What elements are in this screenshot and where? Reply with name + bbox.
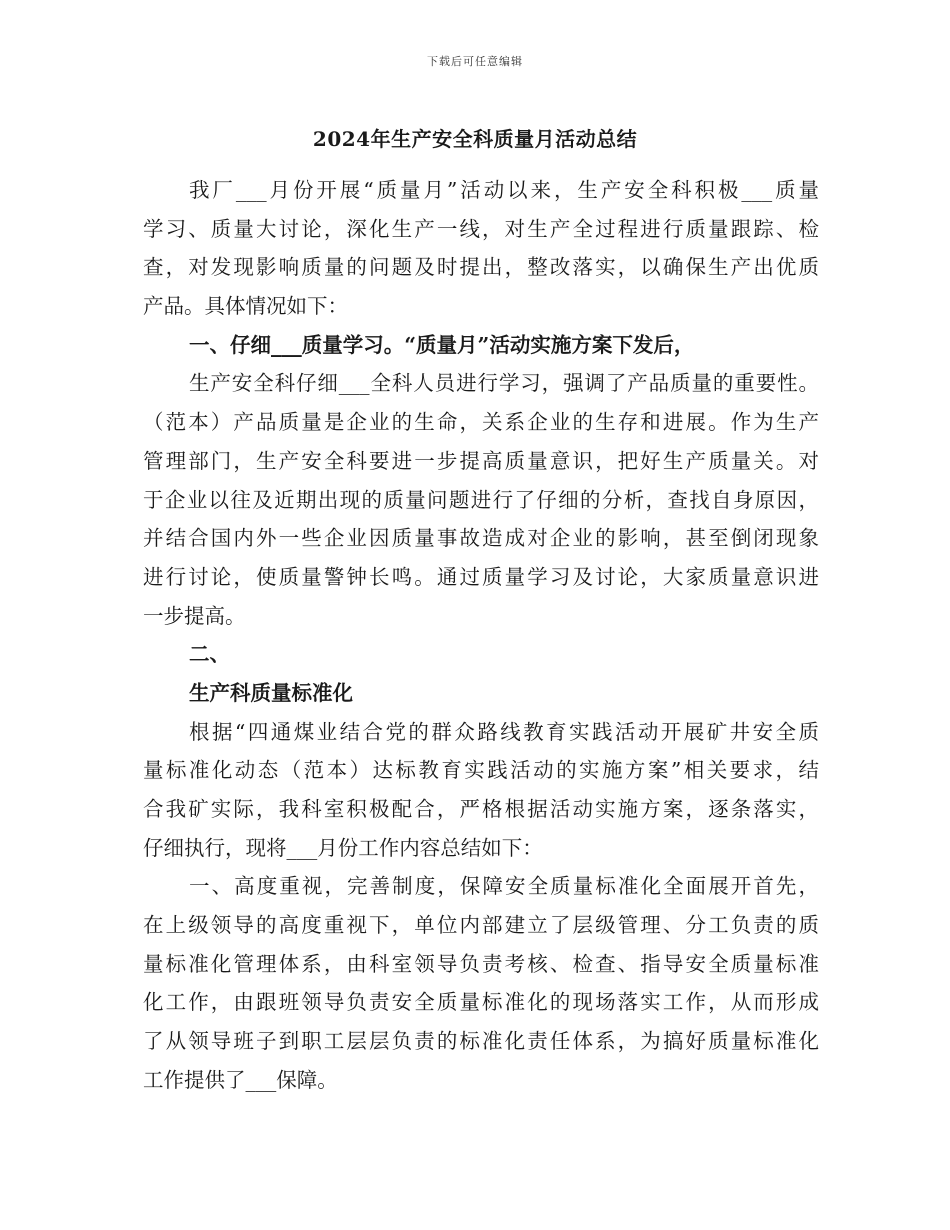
paragraph-line: 生产安全科仔细___全科人员进行学习，强调了产品质量的重要性。	[189, 371, 819, 396]
document-title: 2024年生产安全科质量月活动总结	[312, 127, 638, 151]
section-heading-2: 生产科质量标准化	[189, 680, 353, 705]
document-body	[143, 171, 819, 1100]
paragraph-line: 量标准化动态（范本）达标教育实践活动的实施方案”相关要求，结	[143, 758, 819, 783]
paragraph-line: 查，对发现影响质量的问题及时提出，整改落实，以确保生产出优质	[143, 255, 819, 280]
paragraph-line: （范本）产品质量是企业的生命，关系企业的生存和进展。作为生产	[143, 410, 819, 435]
paragraph-line: 一步提高。	[143, 603, 246, 628]
paragraph-line: 我厂___月份开展“质量月”活动以来，生产安全科积极___质量	[189, 178, 819, 202]
paragraph-line: 一、高度重视，完善制度，保障安全质量标准化全面展开首先，	[189, 874, 819, 899]
paragraph-line: 化工作，由跟班领导负责安全质量标准化的现场落实工作，从而形成	[143, 990, 819, 1015]
paragraph-line: 管理部门，生产安全科要进一步提高质量意识，把好生产质量关。对	[143, 448, 819, 473]
section-number-2: 二、	[189, 642, 230, 667]
paragraph-line: 于企业以往及近期出现的质量问题进行了仔细的分析，查找自身原因，	[143, 487, 819, 512]
paragraph-line: 量标准化管理体系，由科室领导负责考核、检查、指导安全质量标准	[143, 951, 819, 976]
paragraph-line: 合我矿实际，我科室积极配合，严格根据活动实施方案，逐条落实，	[143, 797, 819, 821]
paragraph-line: 根据“四通煤业结合党的群众路线教育实践活动开展矿井安全质	[189, 719, 819, 744]
paragraph-line: 工作提供了___保障。	[143, 1067, 338, 1092]
paragraph-line: 在上级领导的高度重视下，单位内部建立了层级管理、分工负责的质	[143, 913, 819, 938]
paragraph-line: 仔细执行，现将___月份工作内容总结如下：	[143, 835, 543, 860]
section-heading-1: 一、仔细___质量学习。“质量月”活动实施方案下发后，	[189, 332, 695, 357]
header-note: 下载后可任意编辑	[427, 55, 523, 68]
paragraph-line: 并结合国内外一些企业因质量事故造成对企业的影响，甚至倒闭现象	[143, 526, 819, 551]
paragraph-line: 了从领导班子到职工层层负责的标准化责任体系，为搞好质量标准化	[143, 1029, 819, 1054]
paragraph-line: 学习、质量大讨论，深化生产一线，对生产全过程进行质量跟踪、检	[143, 216, 819, 241]
paragraph-line: 进行讨论，使质量警钟长鸣。通过质量学习及讨论，大家质量意识进	[143, 564, 819, 589]
paragraph-line: 产品。具体情况如下：	[143, 294, 348, 319]
